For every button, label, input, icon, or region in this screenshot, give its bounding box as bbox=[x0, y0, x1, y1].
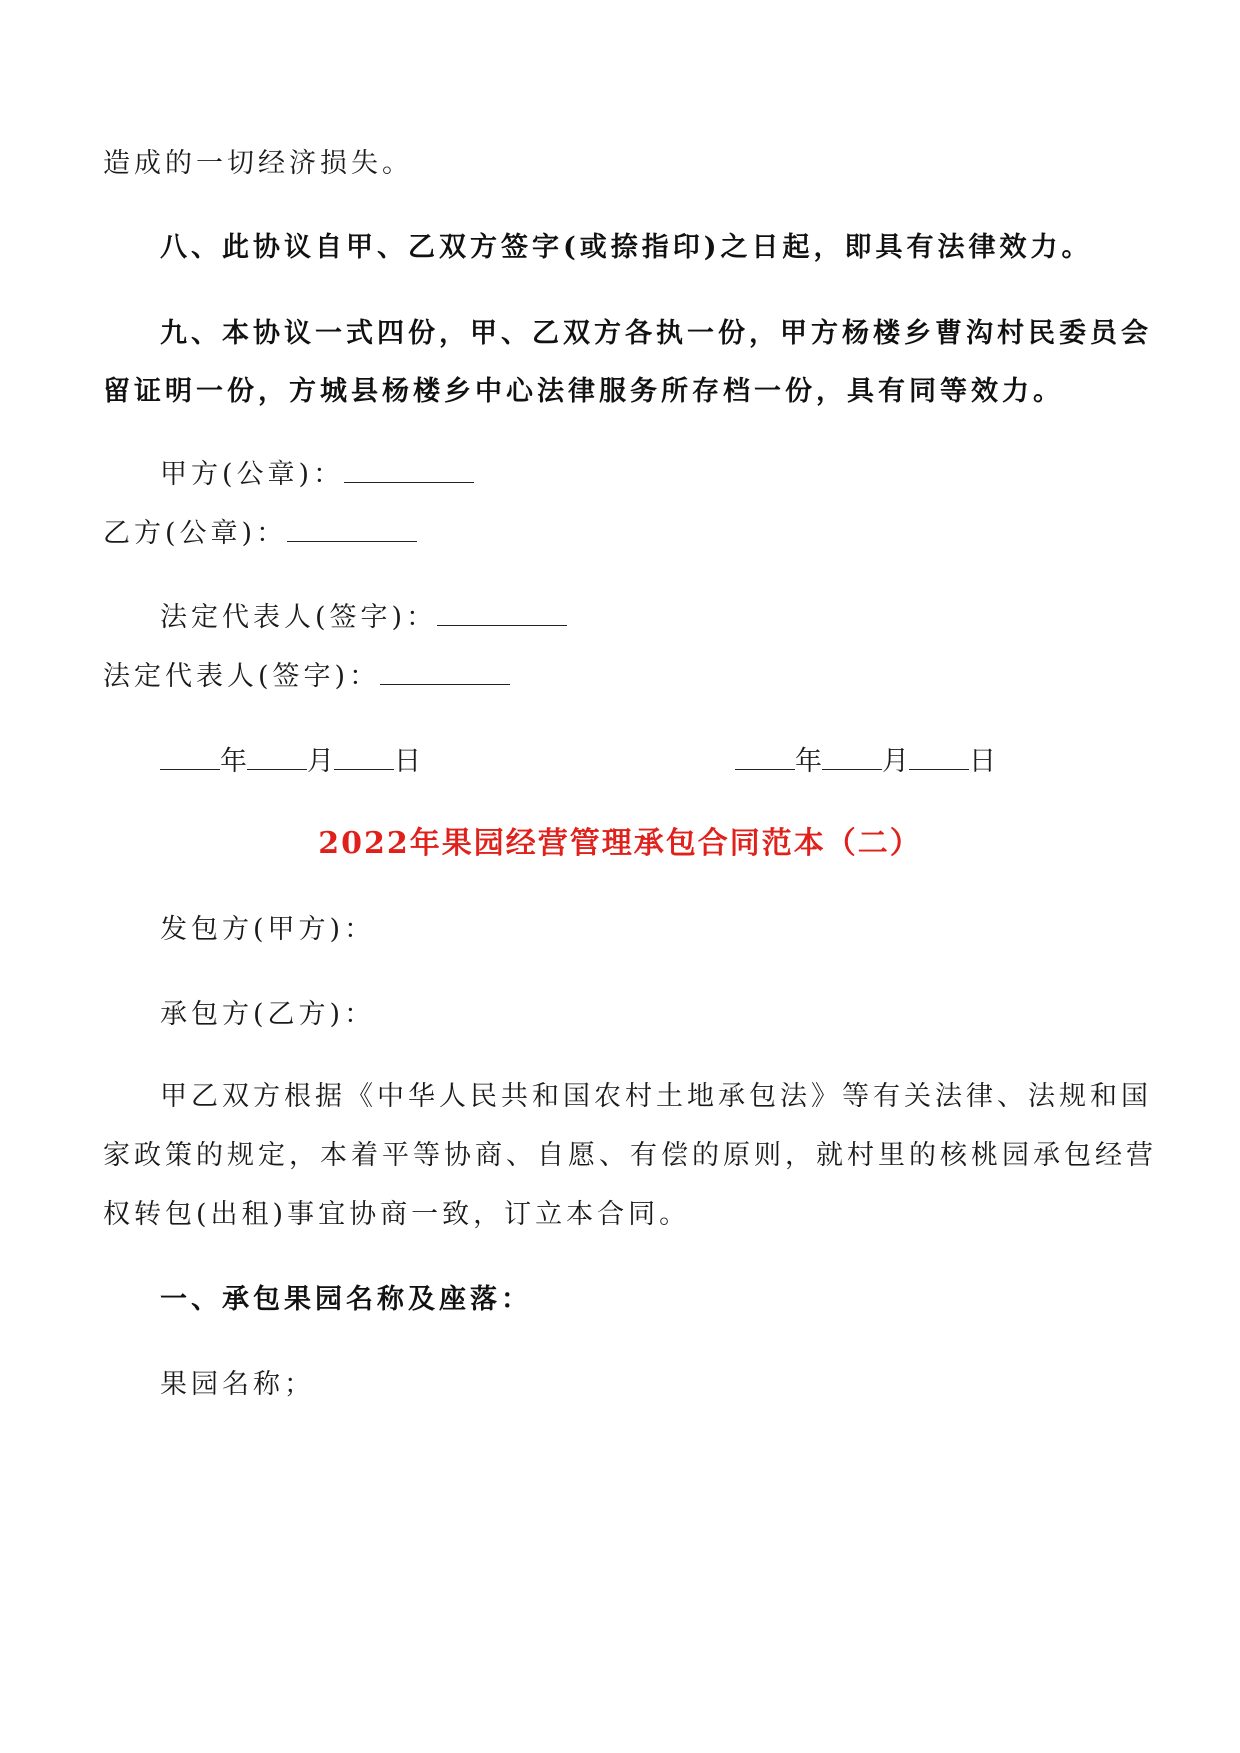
day-blank bbox=[909, 745, 969, 770]
text-line: 造成的一切经济损失。 bbox=[103, 148, 413, 179]
preamble-line-3: 权转包(出租)事宜协商一致，订立本合同。 bbox=[103, 1199, 691, 1230]
year-label: 年 bbox=[220, 746, 247, 777]
party-a-seal-label: 甲方(公章)： bbox=[160, 459, 345, 490]
year-label: 年 bbox=[795, 746, 822, 777]
party-a-seal bbox=[160, 455, 474, 495]
clause-9-line-2: 留证明一份，方城县杨楼乡中心法律服务所存档一份，具有同等效力。 bbox=[103, 376, 1064, 407]
date-a bbox=[160, 742, 421, 782]
month-blank bbox=[822, 745, 882, 770]
day-label: 日 bbox=[969, 746, 996, 777]
clause-8: 八、此协议自甲、乙双方签字(或捺指印)之日起，即具有法律效力。 bbox=[160, 232, 1093, 263]
rep-a-label: 法定代表人(签字)： bbox=[160, 602, 438, 633]
party-b-seal-label: 乙方(公章)： bbox=[103, 518, 288, 549]
month-blank bbox=[247, 745, 307, 770]
rep-a bbox=[160, 598, 567, 638]
orchard-name: 果园名称； bbox=[160, 1369, 315, 1400]
employer-label: 发包方(甲方)： bbox=[160, 914, 376, 945]
month-label: 月 bbox=[307, 746, 334, 777]
section-1-heading: 一、承包果园名称及座落： bbox=[160, 1284, 532, 1315]
preamble-line-1: 甲乙双方根据《中华人民共和国农村土地承包法》等有关法律、法规和国 bbox=[160, 1081, 1152, 1112]
clause-9-line-1: 九、本协议一式四份，甲、乙双方各执一份，甲方杨楼乡曹沟村民委员会 bbox=[160, 318, 1152, 349]
rep-b-label: 法定代表人(签字)： bbox=[103, 661, 381, 692]
day-label: 日 bbox=[394, 746, 421, 777]
year-blank bbox=[735, 745, 795, 770]
month-label: 月 bbox=[882, 746, 909, 777]
contract-title: 2022年果园经营管理承包合同范本（二） bbox=[318, 826, 922, 861]
date-b bbox=[735, 742, 996, 782]
contractor-label: 承包方(乙方)： bbox=[160, 999, 376, 1030]
rep-b bbox=[103, 657, 510, 697]
rep-b-blank bbox=[380, 658, 510, 685]
party-b-seal bbox=[103, 514, 417, 554]
rep-a-blank bbox=[437, 599, 567, 626]
preamble-line-2: 家政策的规定，本着平等协商、自愿、有偿的原则，就村里的核桃园承包经营 bbox=[103, 1140, 1157, 1171]
day-blank bbox=[334, 745, 394, 770]
year-blank bbox=[160, 745, 220, 770]
party-a-seal-blank bbox=[344, 456, 474, 483]
party-b-seal-blank bbox=[287, 515, 417, 542]
